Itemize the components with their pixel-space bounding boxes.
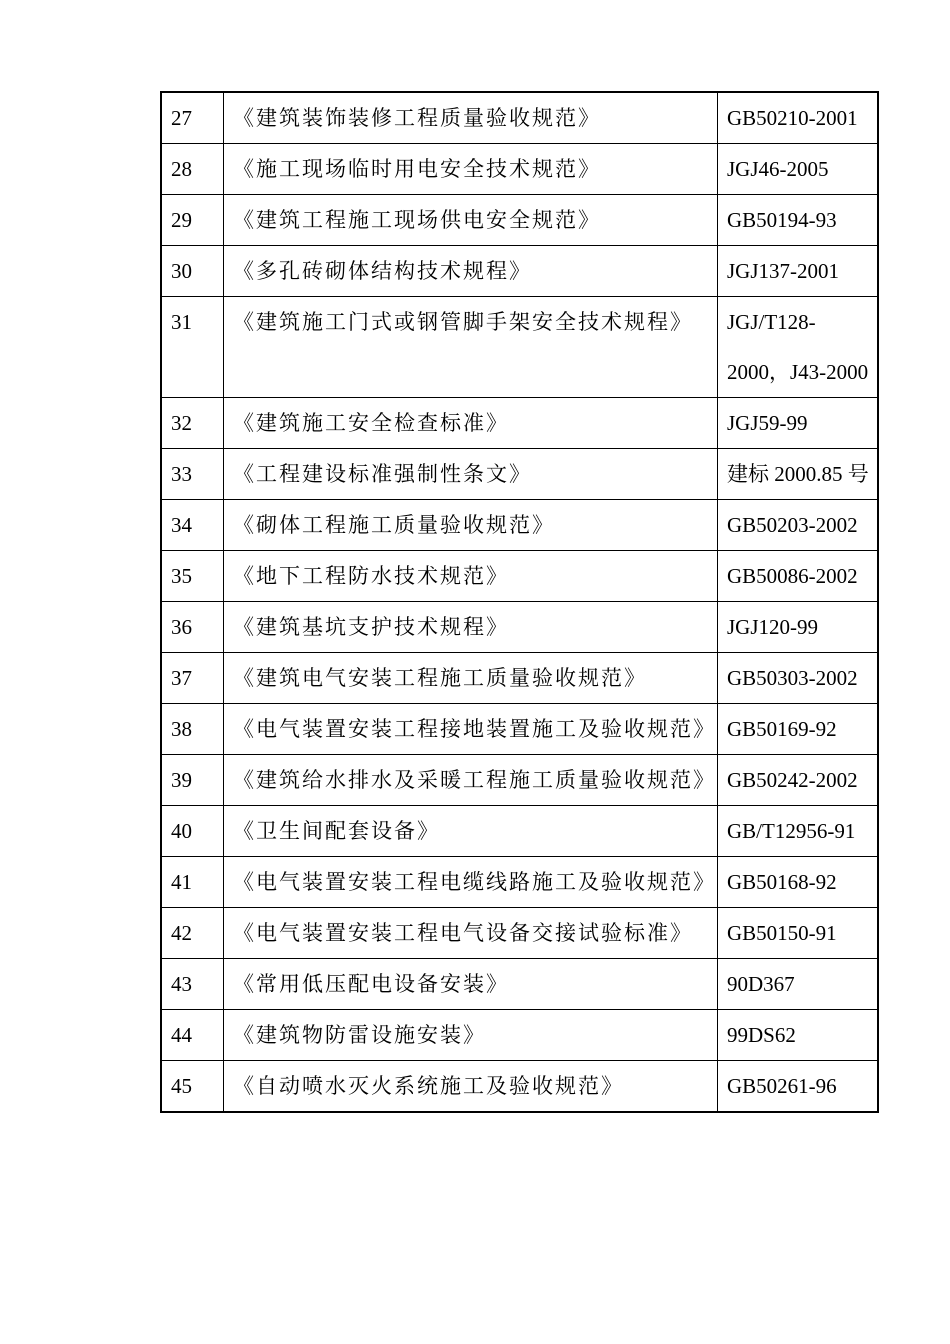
table-row xyxy=(161,908,878,959)
standard-title-cell: 《地下工程防水技术规范》 xyxy=(224,551,718,602)
standard-code-cell xyxy=(718,857,879,908)
standard-code-cell xyxy=(718,959,879,1010)
standard-code-text: GB50169-92 xyxy=(727,717,837,741)
table-row xyxy=(161,398,878,449)
standard-code-cell xyxy=(718,551,879,602)
standard-code-cell xyxy=(718,246,879,297)
standard-code-cell xyxy=(718,1010,879,1061)
standards-table xyxy=(160,91,879,1113)
row-number-cell: 28 xyxy=(161,144,224,195)
standard-code-text: GB/T12956-91 xyxy=(727,819,856,843)
standard-title-cell: 《建筑工程施工现场供电安全规范》 xyxy=(224,195,718,246)
standard-title-cell: 《常用低压配电设备安装》 xyxy=(224,959,718,1010)
standard-code-text: GB50194-93 xyxy=(727,208,837,232)
standard-code-text: GB50150-91 xyxy=(727,921,837,945)
standard-title-cell: 《建筑给水排水及采暖工程施工质量验收规范》 xyxy=(224,755,718,806)
standard-code-text: 2000，J43-2000 xyxy=(727,360,869,384)
standard-code-cell xyxy=(718,92,879,144)
row-number-cell: 38 xyxy=(161,704,224,755)
row-number-cell: 41 xyxy=(161,857,224,908)
standard-title-cell: 《砌体工程施工质量验收规范》 xyxy=(224,500,718,551)
table-row xyxy=(161,551,878,602)
standard-code-cell xyxy=(718,653,879,704)
table-row xyxy=(161,755,878,806)
standard-code-cell xyxy=(718,297,879,398)
standard-code-text: GB50242-2002 xyxy=(727,768,858,792)
row-number-cell: 43 xyxy=(161,959,224,1010)
standard-title-cell: 《建筑物防雷设施安装》 xyxy=(224,1010,718,1061)
row-number-cell: 42 xyxy=(161,908,224,959)
standard-code-cell xyxy=(718,908,879,959)
standard-title-cell: 《建筑电气安装工程施工质量验收规范》 xyxy=(224,653,718,704)
standard-code-cell xyxy=(718,602,879,653)
standard-code-text: GB50168-92 xyxy=(727,870,837,894)
standard-code-text: GB50303-2002 xyxy=(727,666,858,690)
standard-title-cell: 《施工现场临时用电安全技术规范》 xyxy=(224,144,718,195)
standard-code-text: GB50203-2002 xyxy=(727,513,858,537)
standard-code-text: 90D367 xyxy=(727,972,795,996)
standard-title-cell: 《电气装置安装工程接地装置施工及验收规范》 xyxy=(224,704,718,755)
standard-code-cell xyxy=(718,195,879,246)
row-number-cell: 40 xyxy=(161,806,224,857)
standard-code-text: JGJ120-99 xyxy=(727,615,819,639)
standard-title-cell: 《建筑基坑支护技术规程》 xyxy=(224,602,718,653)
row-number-cell: 33 xyxy=(161,449,224,500)
standard-code-cell xyxy=(718,1061,879,1113)
standard-code-text: 99DS62 xyxy=(727,1023,796,1047)
table-row xyxy=(161,959,878,1010)
standard-title-cell: 《建筑装饰装修工程质量验收规范》 xyxy=(224,92,718,144)
table-row xyxy=(161,449,878,500)
table-row xyxy=(161,806,878,857)
table-row xyxy=(161,1061,878,1113)
standard-title-cell: 《建筑施工门式或钢管脚手架安全技术规程》 xyxy=(224,297,718,398)
standard-title-cell: 《多孔砖砌体结构技术规程》 xyxy=(224,246,718,297)
standard-code-cell xyxy=(718,806,879,857)
standard-code-text: JGJ/T128- xyxy=(727,310,816,334)
standard-title-cell: 《工程建设标准强制性条文》 xyxy=(224,449,718,500)
table-row xyxy=(161,195,878,246)
standard-code-text: GB50086-2002 xyxy=(727,564,858,588)
row-number-cell: 30 xyxy=(161,246,224,297)
row-number-cell: 32 xyxy=(161,398,224,449)
standard-code-text: JGJ137-2001 xyxy=(727,259,840,283)
table-row xyxy=(161,500,878,551)
standard-title-cell: 《卫生间配套设备》 xyxy=(224,806,718,857)
row-number-cell: 36 xyxy=(161,602,224,653)
standard-title-cell: 《电气装置安装工程电缆线路施工及验收规范》 xyxy=(224,857,718,908)
row-number-cell: 34 xyxy=(161,500,224,551)
row-number-cell: 35 xyxy=(161,551,224,602)
standard-code-text: JGJ59-99 xyxy=(727,411,808,435)
table-row xyxy=(161,653,878,704)
standard-code-cell xyxy=(718,755,879,806)
standard-code-cell xyxy=(718,704,879,755)
standard-code-cell xyxy=(718,398,879,449)
table-row xyxy=(161,144,878,195)
standard-code-cell xyxy=(718,449,879,500)
standards-table-body xyxy=(161,92,878,1112)
standard-code-text: GB50261-96 xyxy=(727,1074,837,1098)
table-row xyxy=(161,602,878,653)
row-number-cell: 44 xyxy=(161,1010,224,1061)
standard-title-cell: 《自动喷水灭火系统施工及验收规范》 xyxy=(224,1061,718,1113)
table-row xyxy=(161,1010,878,1061)
table-row xyxy=(161,92,878,144)
row-number-cell: 37 xyxy=(161,653,224,704)
standard-code-cell xyxy=(718,500,879,551)
row-number-cell: 29 xyxy=(161,195,224,246)
standard-code-text: GB50210-2001 xyxy=(727,106,858,130)
standard-title-cell: 《建筑施工安全检查标准》 xyxy=(224,398,718,449)
table-row xyxy=(161,704,878,755)
row-number-cell: 27 xyxy=(161,92,224,144)
table-row xyxy=(161,297,878,398)
table-row xyxy=(161,246,878,297)
row-number-cell: 39 xyxy=(161,755,224,806)
standard-title-cell: 《电气装置安装工程电气设备交接试验标准》 xyxy=(224,908,718,959)
standard-code-text: JGJ46-2005 xyxy=(727,157,829,181)
standard-code-text: 建标 2000.85 号 xyxy=(727,462,869,486)
standard-code-cell xyxy=(718,144,879,195)
row-number-cell: 31 xyxy=(161,297,224,398)
table-row xyxy=(161,857,878,908)
row-number-cell: 45 xyxy=(161,1061,224,1113)
